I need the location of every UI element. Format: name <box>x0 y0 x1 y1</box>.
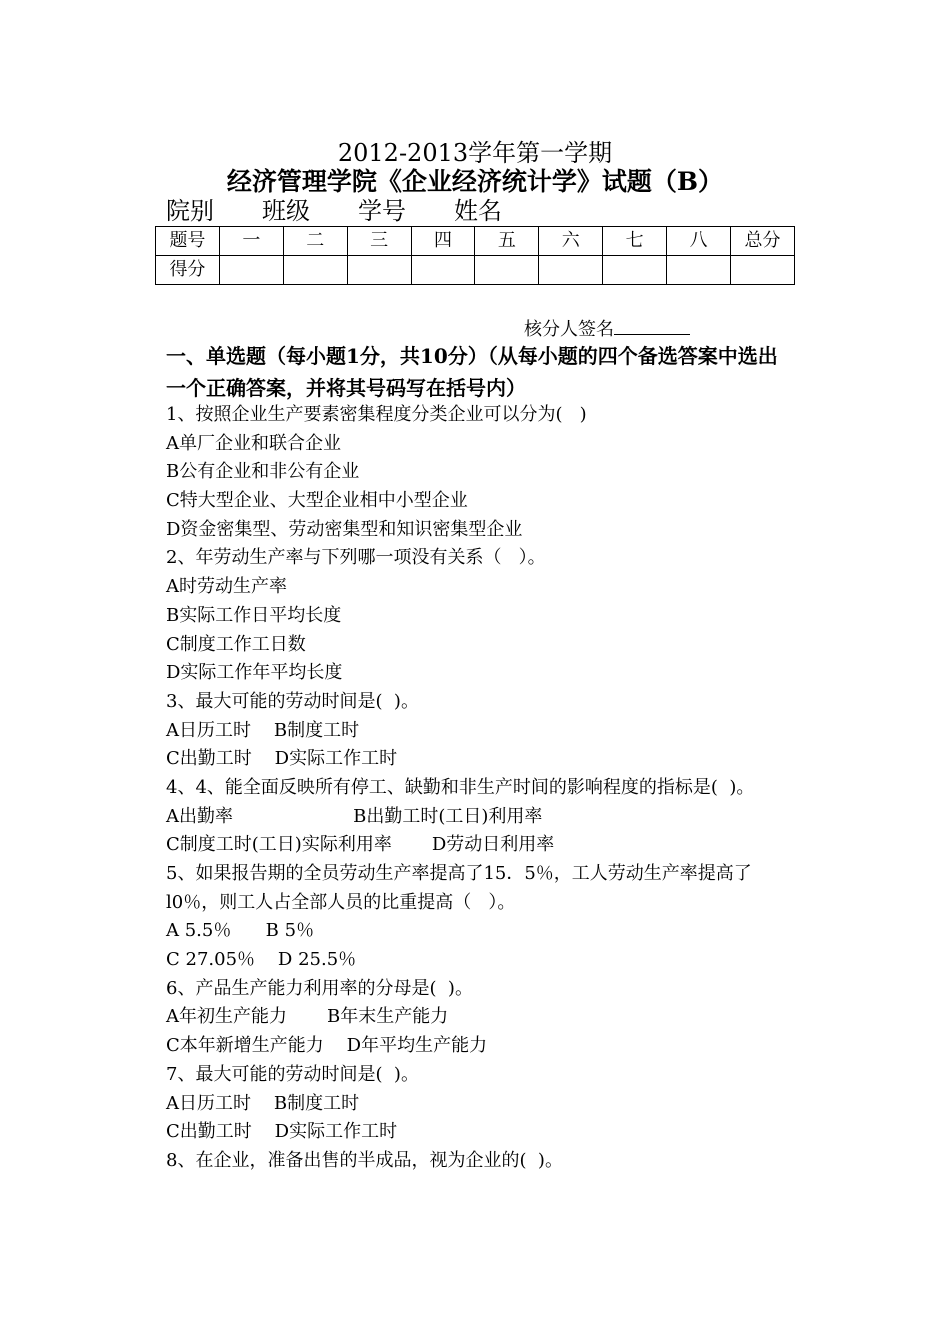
option-line: B公有企业和非公有企业 <box>166 461 360 483</box>
score-table-header-row <box>156 227 795 256</box>
student-info-fields <box>166 196 558 227</box>
field-name: 姓名 <box>454 196 558 227</box>
option-line: A时劳动生产率 <box>166 576 287 598</box>
question-list <box>166 401 796 1176</box>
field-class: 班级 <box>262 197 310 225</box>
score-cell: 总分 <box>731 227 795 256</box>
score-cell: 题号 <box>156 227 220 256</box>
question-line: 3、最大可能的劳动时间是( )。 <box>166 690 419 712</box>
score-cell: 五 <box>475 227 539 256</box>
option-line: C出勤工时 D实际工作工时 <box>166 1121 398 1143</box>
question-line: 5、如果报告期的全员劳动生产率提高了15．5％，工人劳动生产率提高了 <box>166 863 752 884</box>
field-student-id: 学号 <box>358 197 406 225</box>
question-line: 2、年劳动生产率与下列哪一项没有关系（ ）。 <box>166 547 546 569</box>
option-line: C本年新增生产能力 D年平均生产能力 <box>166 1035 488 1057</box>
option-line: A日历工时 B制度工时 <box>166 1092 360 1114</box>
field-department: 院别 <box>166 197 214 225</box>
grader-signature-label: 核分人签名 <box>524 319 614 340</box>
option-line: C特大型企业、大型企业相中小型企业 <box>166 490 468 512</box>
option-line: B实际工作日平均长度 <box>166 604 342 626</box>
grader-signature <box>524 316 690 343</box>
score-blank <box>667 256 731 285</box>
score-cell: 二 <box>283 227 347 256</box>
question-line: 7、最大可能的劳动时间是( )。 <box>166 1063 419 1085</box>
score-blank <box>475 256 539 285</box>
score-cell: 七 <box>603 227 667 256</box>
option-line: D资金密集型、劳动密集型和知识密集型企业 <box>166 518 523 540</box>
score-blank <box>283 256 347 285</box>
score-blank <box>347 256 411 285</box>
score-cell: 三 <box>347 227 411 256</box>
option-line: A 5.5％ B 5％ <box>166 920 315 942</box>
option-line: C制度工时(工日)实际利用率 D劳动日利用率 <box>166 834 555 856</box>
score-cell: 一 <box>219 227 283 256</box>
score-blank <box>411 256 475 285</box>
option-line: A年初生产能力 B年末生产能力 <box>166 1006 449 1028</box>
question-line: 4、4、能全面反映所有停工、缺勤和非生产时间的影响程度的指标是( )。 <box>166 776 755 798</box>
option-line: A日历工时 B制度工时 <box>166 719 360 741</box>
option-line: A单厂企业和联合企业 <box>166 432 341 454</box>
score-blank <box>219 256 283 285</box>
option-line: D实际工作年平均长度 <box>166 662 343 684</box>
score-table-score-row <box>156 256 795 285</box>
score-blank <box>539 256 603 285</box>
score-cell: 八 <box>667 227 731 256</box>
section-heading: 一、单选题（每小题1分，共10分）（从每小题的四个备选答案中选出一个正确答案，并将其号码写在括号内） <box>166 344 778 400</box>
score-blank <box>731 256 795 285</box>
signature-blank <box>614 316 690 335</box>
question-line: 8、在企业，准备出售的半成品，视为企业的( )。 <box>166 1149 563 1171</box>
question-line: l0％，则工人占全部人员的比重提高（ ）。 <box>166 891 516 913</box>
option-line: C制度工作工日数 <box>166 633 306 655</box>
option-line: A出勤率 B出勤工时(工日)利用率 <box>166 805 543 827</box>
exam-term: 2012-2013学年第一学期 <box>337 139 613 167</box>
score-cell: 四 <box>411 227 475 256</box>
score-table <box>155 226 795 285</box>
question-line: 6、产品生产能力利用率的分母是( )。 <box>166 977 473 999</box>
score-row-label: 得分 <box>156 256 220 285</box>
score-cell: 六 <box>539 227 603 256</box>
option-line: C出勤工时 D实际工作工时 <box>166 748 398 770</box>
option-line: C 27.05％ D 25.5％ <box>166 949 357 971</box>
question-line: 1、按照企业生产要素密集程度分类企业可以分为( ) <box>166 404 587 425</box>
exam-title: 经济管理学院《企业经济统计学》试题（B） <box>226 167 724 196</box>
score-blank <box>603 256 667 285</box>
